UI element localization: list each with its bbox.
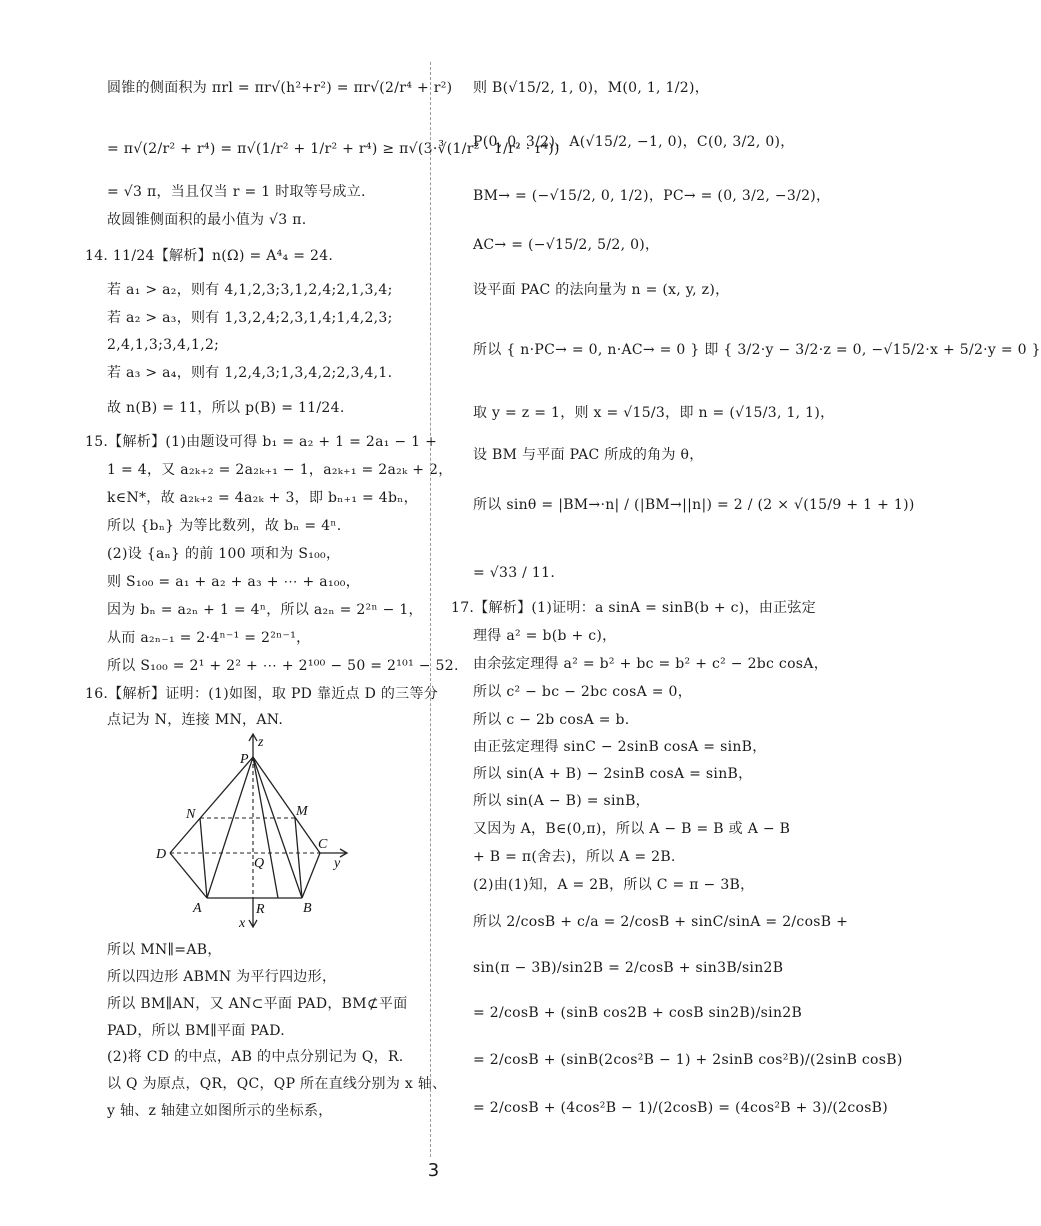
label-z: z: [258, 735, 264, 750]
text-line: 14. 11/24【解析】n(Ω) = A⁴₄ = 24.: [85, 248, 334, 264]
text-line: (2)由(1)知，A = 2B，所以 C = π − 3B，: [473, 877, 755, 893]
edge-PC: [253, 757, 320, 853]
label-M: M: [296, 804, 308, 819]
text-line: sin(π − 3B)/sin2B = 2/cosB + sin3B/sin2B: [473, 960, 784, 976]
label-x: x: [239, 916, 246, 931]
text-line: 若 a₁ > a₂，则有 4,1,2,3;3,1,2,4;2,1,3,4;: [107, 282, 393, 298]
label-y: y: [334, 856, 341, 871]
text-line: 1 = 4，又 a₂ₖ₊₂ = 2a₂ₖ₊₁ − 1，a₂ₖ₊₁ = 2a₂ₖ + 2，: [107, 462, 453, 478]
label-B: B: [303, 901, 312, 916]
edge-BC: [302, 853, 320, 898]
edge-PA: [207, 757, 253, 898]
text-line: 所以 c² − bc − 2bc cosA = 0，: [473, 684, 693, 700]
text-line: 所以四边形 ABMN 为平行四边形，: [107, 969, 337, 985]
text-line: 所以 BM∥AN，又 AN⊂平面 PAD，BM⊄平面: [107, 996, 408, 1012]
text-line: 所以 { n·PC→ = 0, n·AC→ = 0 } 即 { 3/2·y − 3/2·z = 0, −√15/2·x + 5/2·y = 0 }: [473, 342, 1041, 358]
text-line: = √3 π，当且仅当 r = 1 时取等号成立.: [107, 184, 366, 200]
text-line: 由正弦定理得 sinC − 2sinB cosA = sinB，: [473, 739, 767, 755]
text-line: 以 Q 为原点，QR，QC，QP 所在直线分别为 x 轴、: [107, 1076, 447, 1092]
text-line: 由余弦定理得 a² = b² + bc = b² + c² − 2bc cosA，: [473, 656, 828, 672]
text-line: 设 BM 与平面 PAC 所成的角为 θ，: [473, 447, 704, 463]
text-line: 则 S₁₀₀ = a₁ + a₂ + a₃ + ⋯ + a₁₀₀，: [107, 574, 360, 590]
text-line: 17.【解析】(1)证明：a sinA = sinB(b + c)，由正弦定: [451, 600, 817, 616]
edge-PB: [253, 757, 302, 898]
text-line: = 2/cosB + (4cos²B − 1)/(2cosB) = (4cos²B + 3)/(2cosB): [473, 1100, 889, 1116]
text-line: P(0, 0, 3/2)，A(√15/2, −1, 0)，C(0, 3/2, 0)，: [473, 134, 795, 150]
text-line: 所以 c − 2b cosA = b.: [473, 712, 630, 728]
column-divider: [430, 62, 431, 1157]
text-line: PAD，所以 BM∥平面 PAD.: [107, 1023, 285, 1039]
text-line: 因为 bₙ = a₂ₙ + 1 = 4ⁿ，所以 a₂ₙ = 2²ⁿ − 1，: [107, 602, 423, 618]
text-line: AC→ = (−√15/2, 5/2, 0)，: [473, 237, 660, 253]
text-line: 则 B(√15/2, 1, 0)，M(0, 1, 1/2)，: [473, 80, 710, 96]
text-line: 取 y = z = 1，则 x = √15/3，即 n = (√15/3, 1, 1)，: [473, 405, 835, 421]
text-line: 所以 sinθ = |BM→·n| / (|BM→||n|) = 2 / (2 × √(15/9 + 1 + 1)): [473, 497, 915, 513]
label-C: C: [318, 837, 328, 852]
text-line: 故 n(B) = 11，所以 p(B) = 11/24.: [107, 400, 345, 416]
text-line: 若 a₂ > a₃，则有 1,3,2,4;2,3,1,4;1,4,2,3;: [107, 310, 393, 326]
text-line: 所以 2/cosB + c/a = 2/cosB + sinC/sinA = 2/cosB +: [473, 914, 849, 930]
text-line: = π√(2/r² + r⁴) = π√(1/r² + 1/r² + r⁴) ≥ π√(3·∛(1/r² · 1/r² · r⁴)): [107, 141, 560, 157]
text-line: y 轴、z 轴建立如图所示的坐标系，: [107, 1103, 333, 1119]
pyramid-figure: [150, 730, 360, 930]
text-line: 所以 sin(A + B) − 2sinB cosA = sinB，: [473, 766, 753, 782]
text-line: k∈N*，故 a₂ₖ₊₂ = 4a₂ₖ + 3，即 bₙ₊₁ = 4bₙ，: [107, 490, 418, 506]
text-line: 理得 a² = b(b + c)，: [473, 628, 617, 644]
text-line: 所以 S₁₀₀ = 2¹ + 2² + ⋯ + 2¹⁰⁰ − 50 = 2¹⁰¹ − 52.: [107, 658, 459, 674]
text-line: (2)设 {aₙ} 的前 100 项和为 S₁₀₀，: [107, 546, 341, 562]
text-line: 15.【解析】(1)由题设可得 b₁ = a₂ + 1 = 2a₁ − 1 +: [85, 434, 438, 450]
text-line: 所以 sin(A − B) = sinB，: [473, 793, 650, 809]
text-line: 若 a₃ > a₄，则有 1,2,4,3;1,3,4,2;2,3,4,1.: [107, 365, 393, 381]
text-line: (2)将 CD 的中点，AB 的中点分别记为 Q，R.: [107, 1049, 404, 1065]
text-line: 16.【解析】证明：(1)如图，取 PD 靠近点 D 的三等分: [85, 686, 439, 702]
page-number: 3: [427, 1160, 440, 1181]
text-line: BM→ = (−√15/2, 0, 1/2)，PC→ = (0, 3/2, −3/2)，: [473, 188, 831, 204]
text-line: = 2/cosB + (sinB(2cos²B − 1) + 2sinB cos²B)/(2sinB cosB): [473, 1052, 903, 1068]
label-A: A: [193, 901, 202, 916]
label-D: D: [156, 847, 167, 862]
edge-NA: [200, 818, 207, 898]
text-line: 所以 MN∥=AB，: [107, 942, 222, 958]
label-Q: Q: [254, 856, 265, 871]
text-line: = 2/cosB + (sinB cos2B + cosB sin2B)/sin2B: [473, 1005, 803, 1021]
label-R: R: [256, 902, 265, 917]
text-line: 2,4,1,3;3,4,1,2;: [107, 337, 220, 353]
text-line: 故圆锥侧面积的最小值为 √3 π.: [107, 212, 307, 228]
edge-PD: [170, 757, 253, 853]
label-P: P: [240, 752, 249, 767]
edge-PR-like: [253, 757, 278, 898]
label-N: N: [186, 807, 196, 822]
text-line: + B = π(舍去)，所以 A = 2B.: [473, 849, 676, 865]
text-line: 从而 a₂ₙ₋₁ = 2·4ⁿ⁻¹ = 2²ⁿ⁻¹，: [107, 630, 311, 646]
text-line: 又因为 A，B∈(0,π)，所以 A − B = B 或 A − B: [473, 821, 791, 837]
text-line: 所以 {bₙ} 为等比数列，故 bₙ = 4ⁿ.: [107, 518, 342, 534]
text-line: 点记为 N，连接 MN，AN.: [107, 712, 284, 728]
text-line: = √33 / 11.: [473, 565, 556, 581]
text-line: 圆锥的侧面积为 πrl = πr√(h²+r²) = πr√(2/r⁴ + r²): [107, 80, 453, 96]
edge-DA: [170, 853, 207, 898]
text-line: 设平面 PAC 的法向量为 n = (x, y, z)，: [473, 282, 730, 298]
